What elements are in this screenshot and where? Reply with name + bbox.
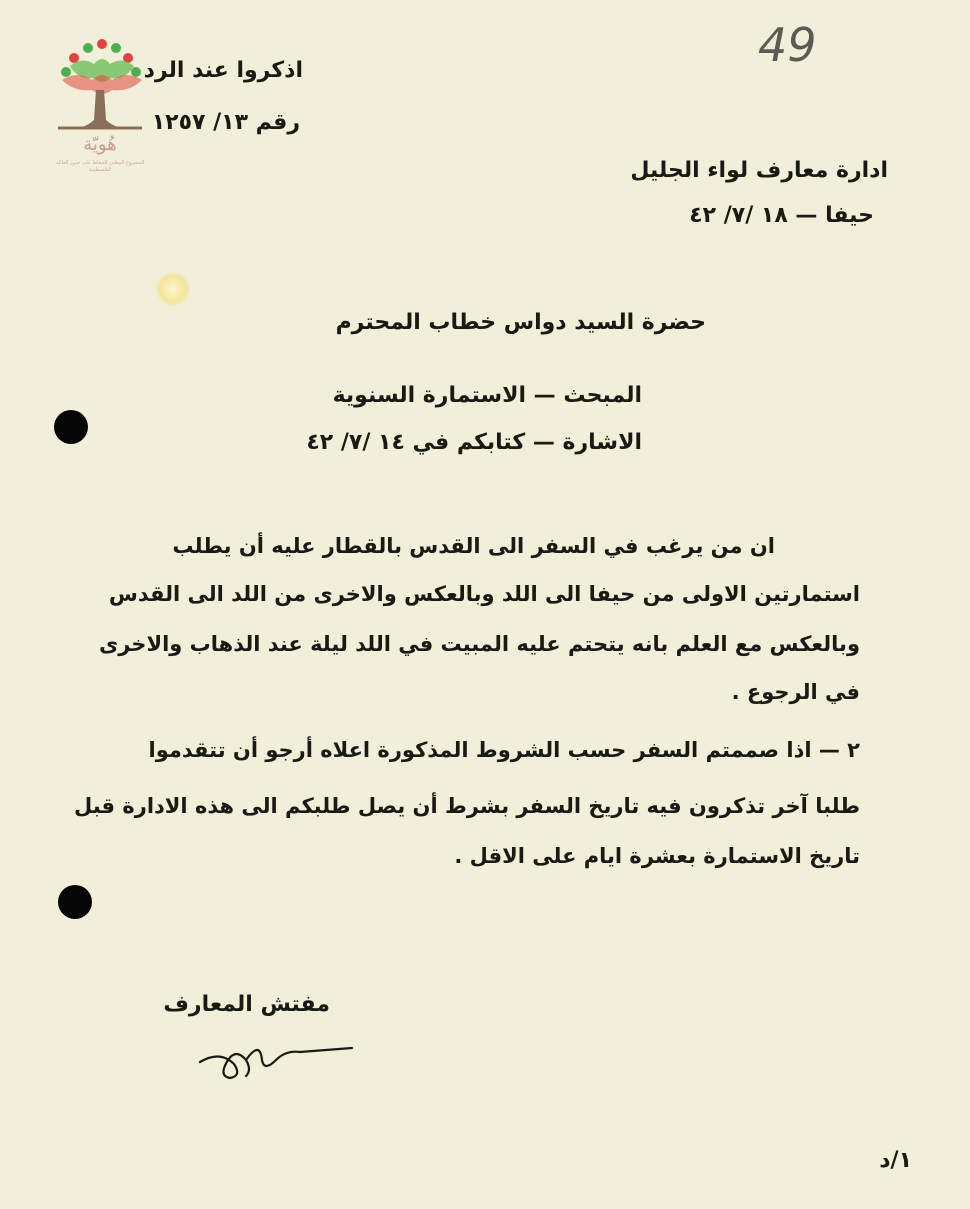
reference-line: الاشارة — كتابكم في ١٤ /٧/ ٤٢: [306, 430, 642, 455]
signature-title: مفتش المعارف: [163, 992, 330, 1017]
addressee: حضرة السيد دواس خطاب المحترم: [335, 310, 706, 335]
body-line-3: وبالعكس مع العلم بانه يتحتم عليه المبيت في اللد ليلة عند الذهاب والاخرى: [99, 632, 860, 656]
body-line-2: استمارتين الاولى من حيفا الى اللد وبالعكس والاخرى من اللد الى القدس: [108, 582, 860, 606]
body-line-4: في الرجوع .: [731, 680, 860, 704]
body-line-5: ٢ — اذا صممتم السفر حسب الشروط المذكورة اعلاه أرجو أن تتقدموا: [148, 738, 860, 762]
reference-number: رقم ١٣/ ١٢٥٧: [151, 110, 300, 135]
sender-place-date: حيفا — ١٨ /٧/ ٤٢: [689, 203, 874, 228]
watermark-name: هُويّة: [83, 134, 117, 155]
reference-instruction: اذكروا عند الرد: [143, 58, 303, 83]
footer-code: ١/د: [879, 1148, 912, 1173]
sender-office: ادارة معارف لواء الجليل: [630, 158, 888, 183]
punch-hole-top: [54, 410, 88, 444]
watermark-logo: [48, 36, 152, 186]
watermark-subtitle: المشروع الوطني للحفاظ على جذور العائلة الفلسطينية: [55, 160, 145, 173]
punch-hole-bottom: [58, 885, 92, 919]
subject-line: المبحث — الاستمارة السنوية: [332, 383, 642, 408]
body-line-6: طلبا آخر تذكرون فيه تاريخ السفر بشرط أن يصل طلبكم الى هذه الادارة قبل: [73, 794, 860, 818]
signature-icon: [190, 1030, 360, 1090]
handwritten-page-number: 49: [758, 18, 817, 72]
body-line-7: تاريخ الاستمارة بعشرة ايام على الاقل .: [454, 844, 860, 868]
body-line-1: ان من يرغب في السفر الى القدس بالقطار عليه أن يطلب: [172, 534, 775, 558]
paper-spot: [156, 272, 190, 306]
